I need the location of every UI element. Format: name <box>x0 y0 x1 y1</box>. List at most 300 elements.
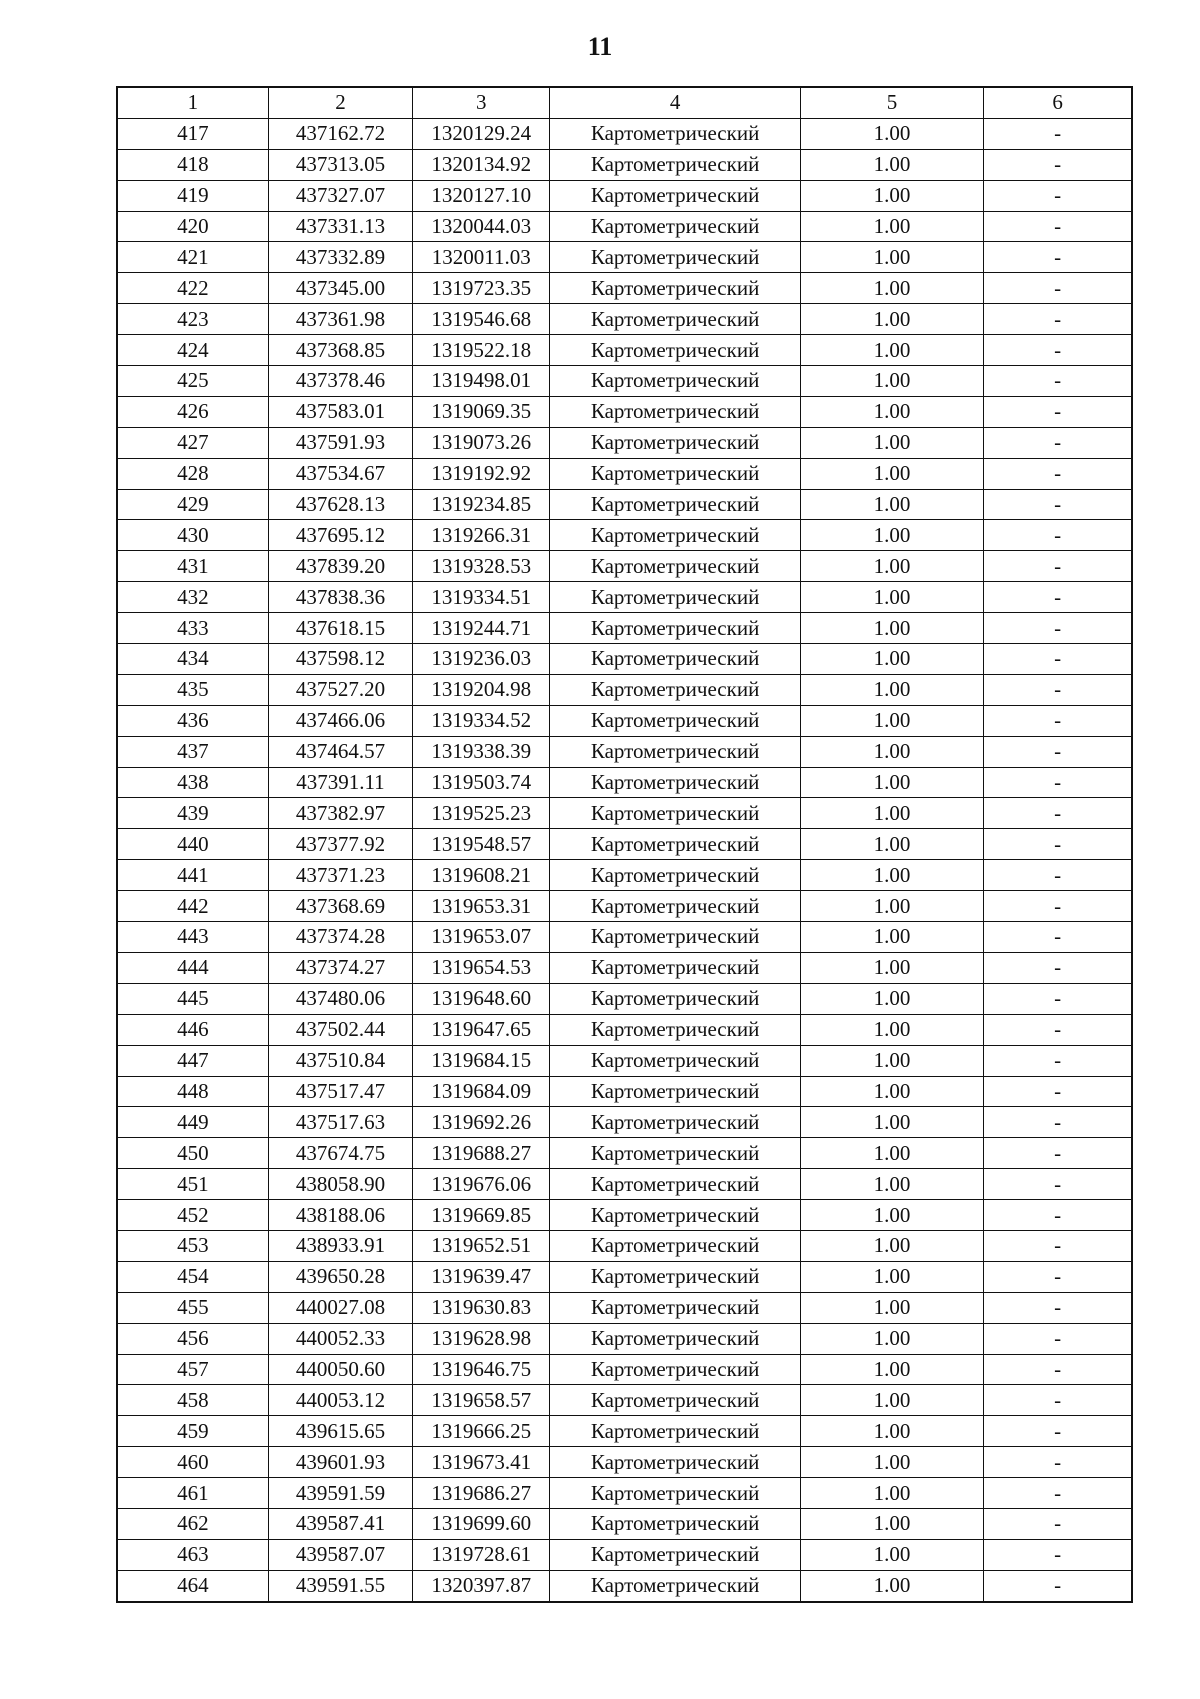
note-cell: - <box>984 922 1132 953</box>
accuracy-cell: 1.00 <box>800 180 983 211</box>
point-number-cell: 432 <box>117 582 268 613</box>
accuracy-cell: 1.00 <box>800 644 983 675</box>
method-cell: Картометрический <box>550 149 800 180</box>
table-row <box>117 1200 1132 1231</box>
note-cell: - <box>984 1447 1132 1478</box>
note-cell: - <box>984 1261 1132 1292</box>
accuracy-cell: 1.00 <box>800 458 983 489</box>
x-coordinate-cell: 437480.06 <box>268 983 412 1014</box>
y-coordinate-cell: 1319234.85 <box>413 489 550 520</box>
accuracy-cell: 1.00 <box>800 1138 983 1169</box>
note-cell: - <box>984 520 1132 551</box>
point-number-cell: 451 <box>117 1169 268 1200</box>
note-cell: - <box>984 736 1132 767</box>
method-cell: Картометрический <box>550 335 800 366</box>
method-cell: Картометрический <box>550 705 800 736</box>
x-coordinate-cell: 439587.41 <box>268 1508 412 1539</box>
note-cell: - <box>984 674 1132 705</box>
method-cell: Картометрический <box>550 1169 800 1200</box>
y-coordinate-cell: 1319522.18 <box>413 335 550 366</box>
x-coordinate-cell: 437510.84 <box>268 1045 412 1076</box>
point-number-cell: 447 <box>117 1045 268 1076</box>
method-cell: Картометрический <box>550 551 800 582</box>
point-number-cell: 422 <box>117 273 268 304</box>
x-coordinate-cell: 438188.06 <box>268 1200 412 1231</box>
method-cell: Картометрический <box>550 520 800 551</box>
y-coordinate-cell: 1319654.53 <box>413 952 550 983</box>
method-cell: Картометрический <box>550 211 800 242</box>
method-cell: Картометрический <box>550 952 800 983</box>
note-cell: - <box>984 644 1132 675</box>
table-row <box>117 829 1132 860</box>
accuracy-cell: 1.00 <box>800 1014 983 1045</box>
point-number-cell: 461 <box>117 1478 268 1509</box>
note-cell: - <box>984 458 1132 489</box>
y-coordinate-cell: 1320127.10 <box>413 180 550 211</box>
method-cell: Картометрический <box>550 860 800 891</box>
x-coordinate-cell: 440052.33 <box>268 1323 412 1354</box>
table-row <box>117 1447 1132 1478</box>
table-row <box>117 1014 1132 1045</box>
point-number-cell: 429 <box>117 489 268 520</box>
x-coordinate-cell: 437313.05 <box>268 149 412 180</box>
point-number-cell: 455 <box>117 1292 268 1323</box>
x-coordinate-cell: 437368.69 <box>268 891 412 922</box>
accuracy-cell: 1.00 <box>800 1169 983 1200</box>
method-cell: Картометрический <box>550 458 800 489</box>
x-coordinate-cell: 440053.12 <box>268 1385 412 1416</box>
accuracy-cell: 1.00 <box>800 922 983 953</box>
note-cell: - <box>984 242 1132 273</box>
note-cell: - <box>984 551 1132 582</box>
table-row <box>117 736 1132 767</box>
table-row <box>117 366 1132 397</box>
x-coordinate-cell: 440050.60 <box>268 1354 412 1385</box>
note-cell: - <box>984 767 1132 798</box>
table-row <box>117 582 1132 613</box>
y-coordinate-cell: 1319646.75 <box>413 1354 550 1385</box>
y-coordinate-cell: 1319192.92 <box>413 458 550 489</box>
x-coordinate-cell: 437583.01 <box>268 396 412 427</box>
table-body <box>117 118 1132 1601</box>
table-row <box>117 1323 1132 1354</box>
x-coordinate-cell: 440027.08 <box>268 1292 412 1323</box>
x-coordinate-cell: 437591.93 <box>268 427 412 458</box>
table-row <box>117 1508 1132 1539</box>
x-coordinate-cell: 437466.06 <box>268 705 412 736</box>
note-cell: - <box>984 1508 1132 1539</box>
method-cell: Картометрический <box>550 180 800 211</box>
table-row <box>117 983 1132 1014</box>
point-number-cell: 424 <box>117 335 268 366</box>
accuracy-cell: 1.00 <box>800 304 983 335</box>
x-coordinate-cell: 439591.59 <box>268 1478 412 1509</box>
point-number-cell: 428 <box>117 458 268 489</box>
x-coordinate-cell: 437517.47 <box>268 1076 412 1107</box>
note-cell: - <box>984 180 1132 211</box>
x-coordinate-cell: 437839.20 <box>268 551 412 582</box>
method-cell: Картометрический <box>550 798 800 829</box>
y-coordinate-cell: 1319652.51 <box>413 1230 550 1261</box>
accuracy-cell: 1.00 <box>800 273 983 304</box>
y-coordinate-cell: 1319334.52 <box>413 705 550 736</box>
point-number-cell: 442 <box>117 891 268 922</box>
point-number-cell: 457 <box>117 1354 268 1385</box>
accuracy-cell: 1.00 <box>800 1539 983 1570</box>
x-coordinate-cell: 438058.90 <box>268 1169 412 1200</box>
y-coordinate-cell: 1320044.03 <box>413 211 550 242</box>
table-row <box>117 1354 1132 1385</box>
x-coordinate-cell: 437502.44 <box>268 1014 412 1045</box>
method-cell: Картометрический <box>550 273 800 304</box>
note-cell: - <box>984 366 1132 397</box>
y-coordinate-cell: 1319688.27 <box>413 1138 550 1169</box>
x-coordinate-cell: 437618.15 <box>268 613 412 644</box>
table-row <box>117 767 1132 798</box>
method-cell: Картометрический <box>550 1076 800 1107</box>
header-cell-col2: 2 <box>268 87 412 118</box>
accuracy-cell: 1.00 <box>800 551 983 582</box>
y-coordinate-cell: 1319244.71 <box>413 613 550 644</box>
table-row <box>117 242 1132 273</box>
table-row <box>117 1261 1132 1292</box>
y-coordinate-cell: 1319669.85 <box>413 1200 550 1231</box>
point-number-cell: 430 <box>117 520 268 551</box>
point-number-cell: 456 <box>117 1323 268 1354</box>
note-cell: - <box>984 860 1132 891</box>
method-cell: Картометрический <box>550 242 800 273</box>
point-number-cell: 420 <box>117 211 268 242</box>
accuracy-cell: 1.00 <box>800 860 983 891</box>
point-number-cell: 463 <box>117 1539 268 1570</box>
accuracy-cell: 1.00 <box>800 1261 983 1292</box>
y-coordinate-cell: 1319676.06 <box>413 1169 550 1200</box>
accuracy-cell: 1.00 <box>800 211 983 242</box>
table-row <box>117 1570 1132 1601</box>
point-number-cell: 427 <box>117 427 268 458</box>
y-coordinate-cell: 1319673.41 <box>413 1447 550 1478</box>
table-row <box>117 1169 1132 1200</box>
point-number-cell: 443 <box>117 922 268 953</box>
accuracy-cell: 1.00 <box>800 674 983 705</box>
point-number-cell: 436 <box>117 705 268 736</box>
note-cell: - <box>984 427 1132 458</box>
y-coordinate-cell: 1319666.25 <box>413 1416 550 1447</box>
method-cell: Картометрический <box>550 1385 800 1416</box>
x-coordinate-cell: 437517.63 <box>268 1107 412 1138</box>
point-number-cell: 439 <box>117 798 268 829</box>
note-cell: - <box>984 1169 1132 1200</box>
note-cell: - <box>984 1138 1132 1169</box>
x-coordinate-cell: 437838.36 <box>268 582 412 613</box>
method-cell: Картометрический <box>550 1200 800 1231</box>
point-number-cell: 458 <box>117 1385 268 1416</box>
note-cell: - <box>984 273 1132 304</box>
point-number-cell: 440 <box>117 829 268 860</box>
y-coordinate-cell: 1319328.53 <box>413 551 550 582</box>
note-cell: - <box>984 582 1132 613</box>
point-number-cell: 462 <box>117 1508 268 1539</box>
accuracy-cell: 1.00 <box>800 891 983 922</box>
table-row <box>117 613 1132 644</box>
accuracy-cell: 1.00 <box>800 829 983 860</box>
note-cell: - <box>984 1045 1132 1076</box>
method-cell: Картометрический <box>550 1570 800 1601</box>
y-coordinate-cell: 1319608.21 <box>413 860 550 891</box>
note-cell: - <box>984 1539 1132 1570</box>
table-row <box>117 952 1132 983</box>
accuracy-cell: 1.00 <box>800 1478 983 1509</box>
table-row <box>117 1230 1132 1261</box>
table-row <box>117 489 1132 520</box>
x-coordinate-cell: 437374.27 <box>268 952 412 983</box>
method-cell: Картометрический <box>550 1045 800 1076</box>
table-row <box>117 1539 1132 1570</box>
accuracy-cell: 1.00 <box>800 427 983 458</box>
header-row <box>117 87 1132 118</box>
method-cell: Картометрический <box>550 1354 800 1385</box>
x-coordinate-cell: 437382.97 <box>268 798 412 829</box>
x-coordinate-cell: 437378.46 <box>268 366 412 397</box>
y-coordinate-cell: 1319628.98 <box>413 1323 550 1354</box>
table-row <box>117 1478 1132 1509</box>
x-coordinate-cell: 437327.07 <box>268 180 412 211</box>
point-number-cell: 425 <box>117 366 268 397</box>
x-coordinate-cell: 437695.12 <box>268 520 412 551</box>
method-cell: Картометрический <box>550 674 800 705</box>
note-cell: - <box>984 1076 1132 1107</box>
method-cell: Картометрический <box>550 396 800 427</box>
x-coordinate-cell: 437374.28 <box>268 922 412 953</box>
y-coordinate-cell: 1320397.87 <box>413 1570 550 1601</box>
point-number-cell: 446 <box>117 1014 268 1045</box>
accuracy-cell: 1.00 <box>800 1230 983 1261</box>
x-coordinate-cell: 437332.89 <box>268 242 412 273</box>
method-cell: Картометрический <box>550 1230 800 1261</box>
point-number-cell: 433 <box>117 613 268 644</box>
accuracy-cell: 1.00 <box>800 1416 983 1447</box>
point-number-cell: 452 <box>117 1200 268 1231</box>
method-cell: Картометрический <box>550 1323 800 1354</box>
point-number-cell: 434 <box>117 644 268 675</box>
accuracy-cell: 1.00 <box>800 149 983 180</box>
y-coordinate-cell: 1319498.01 <box>413 366 550 397</box>
method-cell: Картометрический <box>550 304 800 335</box>
table-row <box>117 798 1132 829</box>
method-cell: Картометрический <box>550 767 800 798</box>
table-row <box>117 674 1132 705</box>
note-cell: - <box>984 798 1132 829</box>
x-coordinate-cell: 439650.28 <box>268 1261 412 1292</box>
x-coordinate-cell: 439587.07 <box>268 1539 412 1570</box>
x-coordinate-cell: 439601.93 <box>268 1447 412 1478</box>
accuracy-cell: 1.00 <box>800 705 983 736</box>
table-row <box>117 520 1132 551</box>
note-cell: - <box>984 1416 1132 1447</box>
accuracy-cell: 1.00 <box>800 983 983 1014</box>
note-cell: - <box>984 829 1132 860</box>
y-coordinate-cell: 1319073.26 <box>413 427 550 458</box>
y-coordinate-cell: 1319548.57 <box>413 829 550 860</box>
accuracy-cell: 1.00 <box>800 118 983 149</box>
accuracy-cell: 1.00 <box>800 1447 983 1478</box>
point-number-cell: 438 <box>117 767 268 798</box>
y-coordinate-cell: 1319546.68 <box>413 304 550 335</box>
table-row <box>117 551 1132 582</box>
accuracy-cell: 1.00 <box>800 1045 983 1076</box>
method-cell: Картометрический <box>550 1292 800 1323</box>
accuracy-cell: 1.00 <box>800 1076 983 1107</box>
method-cell: Картометрический <box>550 1014 800 1045</box>
accuracy-cell: 1.00 <box>800 1385 983 1416</box>
table-row <box>117 118 1132 149</box>
header-cell-col3: 3 <box>413 87 550 118</box>
x-coordinate-cell: 437361.98 <box>268 304 412 335</box>
method-cell: Картометрический <box>550 1447 800 1478</box>
x-coordinate-cell: 437674.75 <box>268 1138 412 1169</box>
table-row <box>117 705 1132 736</box>
note-cell: - <box>984 952 1132 983</box>
note-cell: - <box>984 1014 1132 1045</box>
x-coordinate-cell: 437368.85 <box>268 335 412 366</box>
method-cell: Картометрический <box>550 736 800 767</box>
table-row <box>117 1292 1132 1323</box>
x-coordinate-cell: 438933.91 <box>268 1230 412 1261</box>
table-row <box>117 335 1132 366</box>
header-cell-col6: 6 <box>984 87 1132 118</box>
point-number-cell: 449 <box>117 1107 268 1138</box>
point-number-cell: 417 <box>117 118 268 149</box>
x-coordinate-cell: 437371.23 <box>268 860 412 891</box>
y-coordinate-cell: 1319236.03 <box>413 644 550 675</box>
table-row <box>117 1076 1132 1107</box>
table-row <box>117 458 1132 489</box>
accuracy-cell: 1.00 <box>800 582 983 613</box>
note-cell: - <box>984 1478 1132 1509</box>
table-row <box>117 1045 1132 1076</box>
note-cell: - <box>984 613 1132 644</box>
table-row <box>117 427 1132 458</box>
point-number-cell: 460 <box>117 1447 268 1478</box>
y-coordinate-cell: 1319723.35 <box>413 273 550 304</box>
note-cell: - <box>984 1107 1132 1138</box>
note-cell: - <box>984 304 1132 335</box>
accuracy-cell: 1.00 <box>800 489 983 520</box>
x-coordinate-cell: 437464.57 <box>268 736 412 767</box>
y-coordinate-cell: 1320011.03 <box>413 242 550 273</box>
y-coordinate-cell: 1319686.27 <box>413 1478 550 1509</box>
x-coordinate-cell: 437527.20 <box>268 674 412 705</box>
method-cell: Картометрический <box>550 366 800 397</box>
table-row <box>117 1385 1132 1416</box>
y-coordinate-cell: 1319684.09 <box>413 1076 550 1107</box>
x-coordinate-cell: 439615.65 <box>268 1416 412 1447</box>
accuracy-cell: 1.00 <box>800 613 983 644</box>
method-cell: Картометрический <box>550 582 800 613</box>
note-cell: - <box>984 335 1132 366</box>
accuracy-cell: 1.00 <box>800 1292 983 1323</box>
method-cell: Картометрический <box>550 1478 800 1509</box>
y-coordinate-cell: 1319684.15 <box>413 1045 550 1076</box>
y-coordinate-cell: 1320134.92 <box>413 149 550 180</box>
y-coordinate-cell: 1319639.47 <box>413 1261 550 1292</box>
accuracy-cell: 1.00 <box>800 1323 983 1354</box>
x-coordinate-cell: 439591.55 <box>268 1570 412 1601</box>
note-cell: - <box>984 118 1132 149</box>
note-cell: - <box>984 1570 1132 1601</box>
y-coordinate-cell: 1319699.60 <box>413 1508 550 1539</box>
note-cell: - <box>984 149 1132 180</box>
x-coordinate-cell: 437391.11 <box>268 767 412 798</box>
x-coordinate-cell: 437628.13 <box>268 489 412 520</box>
note-cell: - <box>984 1385 1132 1416</box>
point-number-cell: 423 <box>117 304 268 335</box>
point-number-cell: 444 <box>117 952 268 983</box>
header-cell-col1: 1 <box>117 87 268 118</box>
method-cell: Картометрический <box>550 891 800 922</box>
accuracy-cell: 1.00 <box>800 520 983 551</box>
note-cell: - <box>984 1292 1132 1323</box>
note-cell: - <box>984 396 1132 427</box>
table-row <box>117 149 1132 180</box>
table-row <box>117 1138 1132 1169</box>
table-row <box>117 396 1132 427</box>
table-row <box>117 644 1132 675</box>
method-cell: Картометрический <box>550 922 800 953</box>
point-number-cell: 431 <box>117 551 268 582</box>
method-cell: Картометрический <box>550 1138 800 1169</box>
note-cell: - <box>984 983 1132 1014</box>
coordinates-table <box>116 86 1133 1603</box>
method-cell: Картометрический <box>550 1261 800 1292</box>
accuracy-cell: 1.00 <box>800 798 983 829</box>
y-coordinate-cell: 1319647.65 <box>413 1014 550 1045</box>
table-row <box>117 304 1132 335</box>
y-coordinate-cell: 1319338.39 <box>413 736 550 767</box>
method-cell: Картометрический <box>550 1508 800 1539</box>
note-cell: - <box>984 1354 1132 1385</box>
method-cell: Картометрический <box>550 427 800 458</box>
method-cell: Картометрический <box>550 489 800 520</box>
table-row <box>117 273 1132 304</box>
x-coordinate-cell: 437345.00 <box>268 273 412 304</box>
method-cell: Картометрический <box>550 829 800 860</box>
accuracy-cell: 1.00 <box>800 366 983 397</box>
point-number-cell: 441 <box>117 860 268 891</box>
x-coordinate-cell: 437162.72 <box>268 118 412 149</box>
table-row <box>117 922 1132 953</box>
y-coordinate-cell: 1319653.07 <box>413 922 550 953</box>
method-cell: Картометрический <box>550 1539 800 1570</box>
point-number-cell: 448 <box>117 1076 268 1107</box>
point-number-cell: 418 <box>117 149 268 180</box>
note-cell: - <box>984 1200 1132 1231</box>
point-number-cell: 454 <box>117 1261 268 1292</box>
method-cell: Картометрический <box>550 118 800 149</box>
note-cell: - <box>984 1230 1132 1261</box>
accuracy-cell: 1.00 <box>800 1354 983 1385</box>
note-cell: - <box>984 891 1132 922</box>
point-number-cell: 435 <box>117 674 268 705</box>
y-coordinate-cell: 1320129.24 <box>413 118 550 149</box>
y-coordinate-cell: 1319692.26 <box>413 1107 550 1138</box>
y-coordinate-cell: 1319503.74 <box>413 767 550 798</box>
header-cell-col4: 4 <box>550 87 800 118</box>
table-row <box>117 891 1132 922</box>
x-coordinate-cell: 437534.67 <box>268 458 412 489</box>
y-coordinate-cell: 1319658.57 <box>413 1385 550 1416</box>
x-coordinate-cell: 437331.13 <box>268 211 412 242</box>
